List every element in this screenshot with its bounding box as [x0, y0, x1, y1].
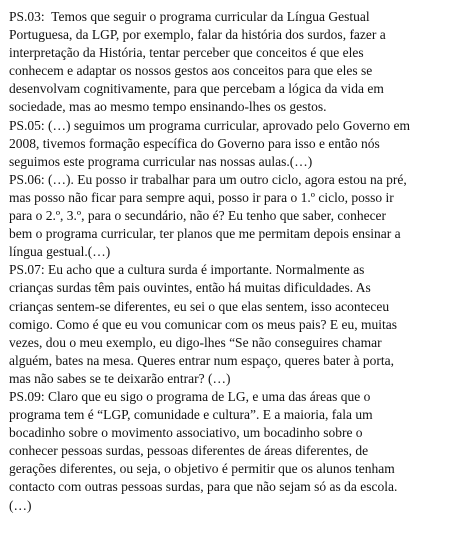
text-line: PS.03: Temos que seguir o programa curricular da Língua Gestual	[9, 9, 370, 24]
text-line: crianças surdas têm pais ouvintes, então há muitas dificuldades. As	[9, 280, 371, 296]
text-line: mas posso não ficar para sempre aqui, posso ir para o 1.º ciclo, posso ir	[9, 189, 394, 205]
text-line: (…)	[9, 497, 32, 513]
text-line: PS.05: (…) seguimos um programa curricular, aprovado pelo Governo em	[9, 117, 410, 133]
quote-ps03	[9, 8, 445, 117]
quote-ps07	[9, 261, 445, 388]
quote-ps05	[9, 117, 445, 171]
text-line: Portuguesa, da LGP, por exemplo, falar da história dos surdos, fazer a	[9, 27, 386, 43]
quote-ps09	[9, 388, 445, 515]
text-line: alguém, bates na mesa. Queres entrar num espaço, queres bater à porta,	[9, 352, 394, 368]
quote-ps06	[9, 171, 445, 261]
text-line: contacto com outras pessoas surdas, para que não sejam só as da escola.	[9, 479, 398, 495]
text-line: crianças sentem-se diferentes, eu sei o que elas sentem, isso aconteceu	[9, 298, 390, 314]
text-line: sociedade, mas ao mesmo tempo ensinando-lhes os gestos.	[9, 99, 327, 115]
text-line: gerações diferentes, ou seja, o objetivo é permitir que os alunos tenham	[9, 461, 395, 477]
text-line: seguimos este programa curricular nas nossas aulas.(…)	[9, 153, 313, 169]
text-line: desenvolvam cognitivamente, para que percebam a lógica da vida em	[9, 81, 384, 97]
text-line: 2008, tivemos formação específica do Governo para isso e então nós	[9, 135, 380, 151]
text-line: PS.09: Claro que eu sigo o programa de LG, e uma das áreas que o	[9, 388, 371, 404]
text-line: para o 2.º, 3.º, para o secundário, não é? Eu tenho que saber, conhecer	[9, 208, 387, 224]
text-line: conhecer pessoas surdas, pessoas diferentes de áreas diferentes, de	[9, 443, 369, 459]
text-line: programa tem é “LGP, comunidade e cultura”. E a maioria, fala um	[9, 407, 373, 423]
text-line: PS.06: (…). Eu posso ir trabalhar para um outro ciclo, agora estou na pré,	[9, 171, 407, 187]
text-line: PS.07: Eu acho que a cultura surda é importante. Normalmente as	[9, 262, 365, 278]
document-page	[9, 8, 445, 515]
text-line: mas não sabes se te deixarão entrar? (…)	[9, 370, 231, 386]
text-line: comigo. Como é que eu vou comunicar com os meus pais? E eu, muitas	[9, 316, 398, 332]
text-line: interpretação da História, tentar perceber que conceitos é que eles	[9, 45, 364, 61]
text-line: vezes, dou o meu exemplo, eu digo-lhes “Se não conseguires chamar	[9, 334, 382, 350]
text-line: bem o programa curricular, ter planos que me permitam depois ensinar a	[9, 226, 401, 242]
text-line: bocadinho sobre o movimento associativo, um bocadinho sobre o	[9, 425, 363, 441]
text-line: conhecem e adaptar os nossos gestos aos conceitos para que eles se	[9, 63, 373, 79]
text-line: língua gestual.(…)	[9, 244, 111, 260]
